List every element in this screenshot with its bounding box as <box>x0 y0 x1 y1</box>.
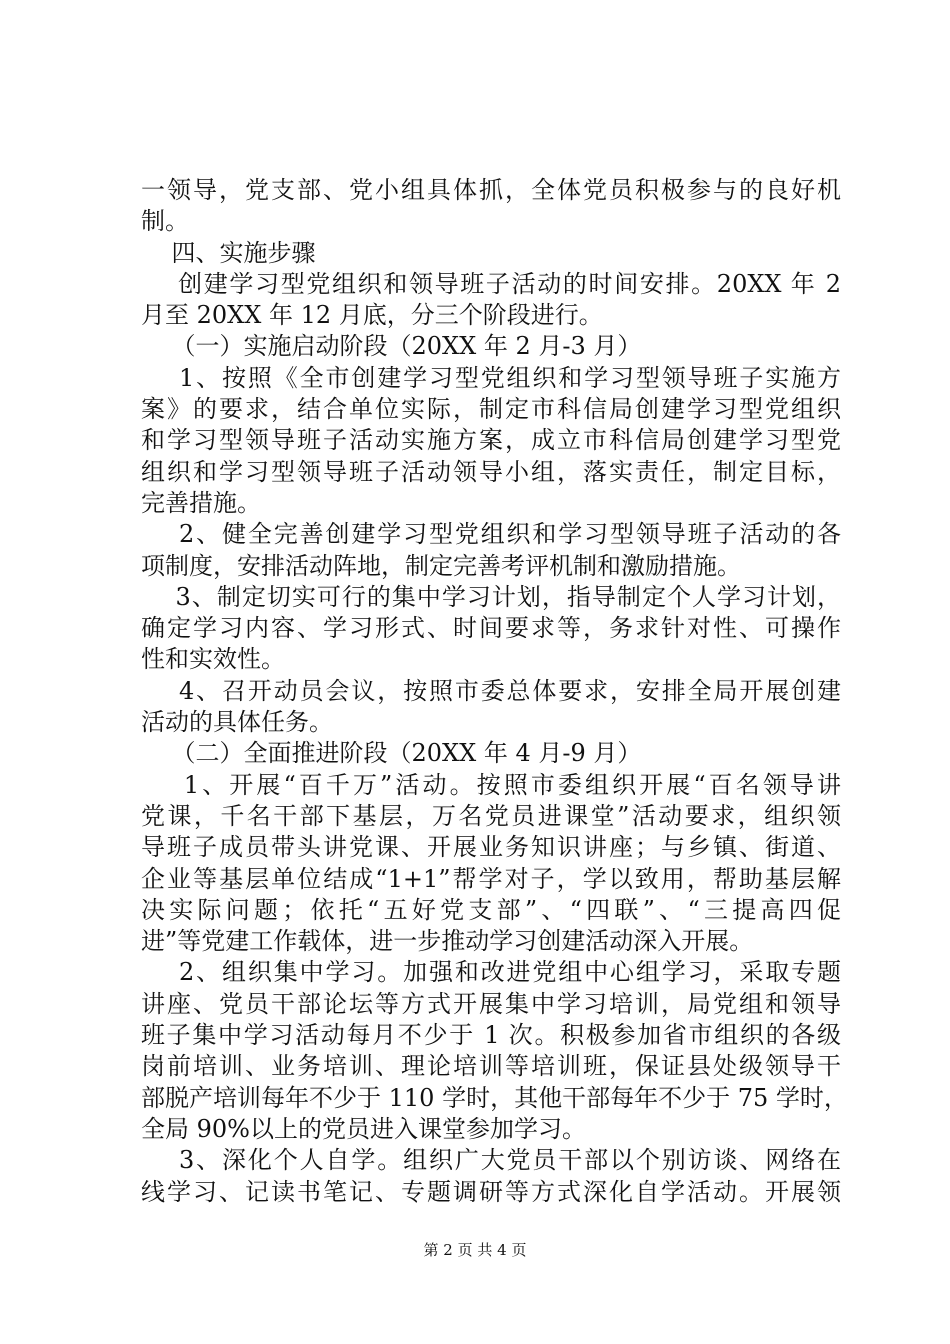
text-line: 企业等基层单位结成“1+1”帮学对子，学以致用，帮助基层解 <box>141 864 841 893</box>
text-line: 一领导，党支部、党小组具体抓，全体党员积极参与的良好机 <box>141 176 841 204</box>
text-line: 1、开展“百千万”活动。按照市委组织开展“百名领导讲 <box>141 770 841 799</box>
text-line: 2、健全完善创建学习型党组织和学习型领导班子活动的各 <box>141 520 841 549</box>
text-line: 确定学习内容、学习形式、时间要求等，务求针对性、可操作 <box>141 614 841 643</box>
text-line: （一）实施启动阶段（20XX 年 2 月-3 月） <box>141 332 642 361</box>
text-line: 3、深化个人自学。组织广大党员干部以个别访谈、网络在 <box>141 1146 841 1175</box>
text-line: 3、制定切实可行的集中学习计划，指导制定个人学习计划， <box>141 582 841 611</box>
page-footer: 第 2 页 共 4 页 <box>423 1241 527 1259</box>
text-line: 制。 <box>141 207 189 236</box>
text-line: 案》的要求，结合单位实际，制定市科信局创建学习型党组织 <box>141 395 841 424</box>
text-line: 导班子成员带头讲党课、开展业务知识讲座；与乡镇、街道、 <box>141 833 841 862</box>
text-line: 2、组织集中学习。加强和改进党组中心组学习，采取专题 <box>141 958 841 987</box>
text-line: 性和实效性。 <box>141 645 285 674</box>
text-line: 项制度，安排活动阵地，制定完善考评机制和激励措施。 <box>141 551 741 580</box>
text-line: 进”等党建工作载体，进一步推动学习创建活动深入开展。 <box>141 927 754 956</box>
text-line: 创建学习型党组织和领导班子活动的时间安排。20XX 年 2 <box>141 269 841 298</box>
text-line: 活动的具体任务。 <box>141 708 333 737</box>
text-line: 4、召开动员会议，按照市委总体要求，安排全局开展创建 <box>141 676 841 705</box>
text-line: 月至 20XX 年 12 月底，分三个阶段进行。 <box>141 301 603 330</box>
text-line: 和学习型领导班子活动实施方案，成立市科信局创建学习型党 <box>141 426 841 455</box>
text-line: 党课，千名干部下基层，万名党员进课堂”活动要求，组织领 <box>141 801 841 830</box>
text-line: 全局 90%以上的党员进入课堂参加学习。 <box>141 1114 586 1143</box>
text-line: 1、按照《全市创建学习型党组织和学习型领导班子实施方 <box>141 363 841 392</box>
text-line: 讲座、党员干部论坛等方式开展集中学习培训，局党组和领导 <box>141 989 841 1018</box>
text-line: （二）全面推进阶段（20XX 年 4 月-9 月） <box>141 739 642 768</box>
text-line: 部脱产培训每年不少于 110 学时，其他干部每年不少于 75 学时， <box>141 1083 848 1112</box>
text-line: 决实际问题；依托“五好党支部”、“四联”、“三提高四促 <box>141 895 841 924</box>
text-line: 班子集中学习活动每月不少于 1 次。积极参加省市组织的各级 <box>141 1021 841 1050</box>
text-line: 岗前培训、业务培训、理论培训等培训班，保证县处级领导干 <box>141 1052 841 1081</box>
text-line: 组织和学习型领导班子活动领导小组，落实责任，制定目标， <box>141 457 841 486</box>
text-line: 完善措施。 <box>141 488 261 517</box>
document-body <box>141 175 848 1208</box>
text-line: 四、实施步骤 <box>141 238 316 267</box>
text-line: 线学习、记读书笔记、专题调研等方式深化自学活动。开展领 <box>141 1177 841 1206</box>
